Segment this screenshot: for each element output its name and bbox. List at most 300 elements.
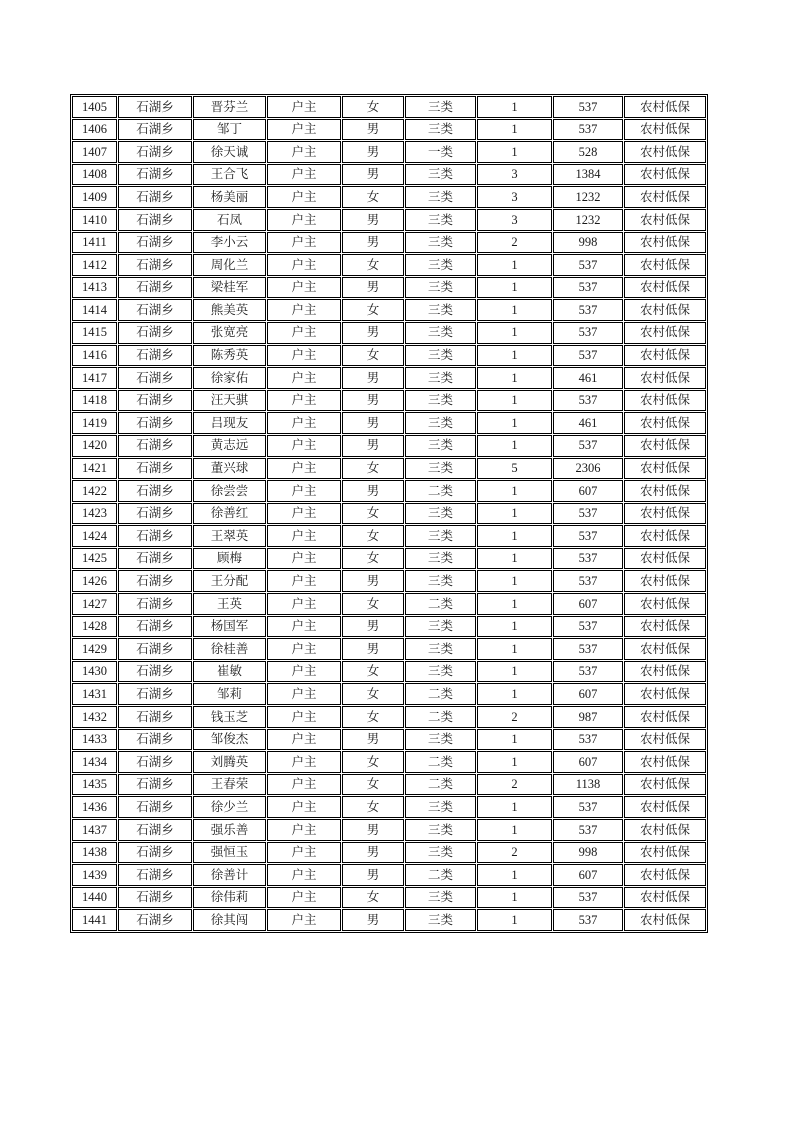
cell-name: 徐桂善 bbox=[193, 638, 266, 660]
cell-gender: 男 bbox=[342, 616, 404, 638]
cell-gender: 女 bbox=[342, 887, 404, 909]
cell-gender: 女 bbox=[342, 186, 404, 208]
cell-category: 三类 bbox=[405, 299, 476, 321]
table-row bbox=[72, 796, 706, 818]
cell-category: 三类 bbox=[405, 277, 476, 299]
table-row bbox=[72, 751, 706, 773]
cell-person-count: 1 bbox=[477, 277, 552, 299]
cell-relation-to-head: 户主 bbox=[267, 435, 341, 457]
cell-serial-number: 1408 bbox=[72, 164, 117, 186]
cell-amount: 1232 bbox=[553, 186, 623, 208]
cell-township: 石湖乡 bbox=[118, 570, 192, 592]
cell-name: 邹莉 bbox=[193, 683, 266, 705]
cell-gender: 男 bbox=[342, 819, 404, 841]
cell-relation-to-head: 户主 bbox=[267, 412, 341, 434]
cell-name: 邹丁 bbox=[193, 119, 266, 141]
cell-relation-to-head: 户主 bbox=[267, 887, 341, 909]
cell-name: 陈秀英 bbox=[193, 345, 266, 367]
cell-serial-number: 1435 bbox=[72, 774, 117, 796]
cell-gender: 女 bbox=[342, 345, 404, 367]
cell-serial-number: 1429 bbox=[72, 638, 117, 660]
cell-amount: 1138 bbox=[553, 774, 623, 796]
cell-relation-to-head: 户主 bbox=[267, 819, 341, 841]
cell-serial-number: 1422 bbox=[72, 480, 117, 502]
cell-amount: 537 bbox=[553, 570, 623, 592]
cell-relation-to-head: 户主 bbox=[267, 570, 341, 592]
table-row bbox=[72, 548, 706, 570]
cell-serial-number: 1423 bbox=[72, 503, 117, 525]
table-row bbox=[72, 345, 706, 367]
cell-township: 石湖乡 bbox=[118, 119, 192, 141]
cell-assistance-type: 农村低保 bbox=[624, 503, 706, 525]
cell-name: 杨美丽 bbox=[193, 186, 266, 208]
cell-relation-to-head: 户主 bbox=[267, 842, 341, 864]
cell-township: 石湖乡 bbox=[118, 458, 192, 480]
table-row bbox=[72, 842, 706, 864]
cell-assistance-type: 农村低保 bbox=[624, 683, 706, 705]
cell-name: 晋芬兰 bbox=[193, 96, 266, 118]
cell-assistance-type: 农村低保 bbox=[624, 299, 706, 321]
cell-gender: 男 bbox=[342, 277, 404, 299]
cell-person-count: 1 bbox=[477, 683, 552, 705]
cell-gender: 女 bbox=[342, 661, 404, 683]
cell-township: 石湖乡 bbox=[118, 503, 192, 525]
cell-gender: 男 bbox=[342, 119, 404, 141]
table-row bbox=[72, 322, 706, 344]
cell-assistance-type: 农村低保 bbox=[624, 525, 706, 547]
cell-person-count: 1 bbox=[477, 661, 552, 683]
cell-relation-to-head: 户主 bbox=[267, 751, 341, 773]
table-row bbox=[72, 96, 706, 118]
cell-amount: 537 bbox=[553, 638, 623, 660]
cell-gender: 男 bbox=[342, 367, 404, 389]
cell-township: 石湖乡 bbox=[118, 729, 192, 751]
cell-name: 杨国军 bbox=[193, 616, 266, 638]
cell-amount: 607 bbox=[553, 593, 623, 615]
cell-gender: 女 bbox=[342, 751, 404, 773]
cell-category: 三类 bbox=[405, 96, 476, 118]
cell-category: 三类 bbox=[405, 322, 476, 344]
cell-name: 石凤 bbox=[193, 209, 266, 231]
cell-name: 徐善计 bbox=[193, 864, 266, 886]
cell-serial-number: 1432 bbox=[72, 706, 117, 728]
cell-serial-number: 1406 bbox=[72, 119, 117, 141]
table-row bbox=[72, 367, 706, 389]
cell-serial-number: 1439 bbox=[72, 864, 117, 886]
cell-category: 三类 bbox=[405, 796, 476, 818]
cell-township: 石湖乡 bbox=[118, 593, 192, 615]
cell-assistance-type: 农村低保 bbox=[624, 616, 706, 638]
cell-relation-to-head: 户主 bbox=[267, 548, 341, 570]
cell-relation-to-head: 户主 bbox=[267, 796, 341, 818]
cell-amount: 1232 bbox=[553, 209, 623, 231]
cell-name: 徐家佑 bbox=[193, 367, 266, 389]
cell-name: 汪天骐 bbox=[193, 390, 266, 412]
cell-gender: 女 bbox=[342, 254, 404, 276]
cell-amount: 2306 bbox=[553, 458, 623, 480]
cell-person-count: 1 bbox=[477, 503, 552, 525]
cell-category: 三类 bbox=[405, 661, 476, 683]
cell-serial-number: 1415 bbox=[72, 322, 117, 344]
cell-serial-number: 1419 bbox=[72, 412, 117, 434]
cell-category: 三类 bbox=[405, 209, 476, 231]
cell-amount: 537 bbox=[553, 729, 623, 751]
table-body bbox=[72, 96, 706, 931]
cell-name: 强恒玉 bbox=[193, 842, 266, 864]
cell-relation-to-head: 户主 bbox=[267, 322, 341, 344]
cell-category: 三类 bbox=[405, 345, 476, 367]
cell-category: 三类 bbox=[405, 887, 476, 909]
cell-township: 石湖乡 bbox=[118, 96, 192, 118]
cell-person-count: 1 bbox=[477, 141, 552, 163]
cell-assistance-type: 农村低保 bbox=[624, 729, 706, 751]
table-row bbox=[72, 435, 706, 457]
cell-person-count: 3 bbox=[477, 209, 552, 231]
cell-name: 徐天诚 bbox=[193, 141, 266, 163]
cell-township: 石湖乡 bbox=[118, 299, 192, 321]
table-row bbox=[72, 774, 706, 796]
cell-amount: 537 bbox=[553, 819, 623, 841]
cell-assistance-type: 农村低保 bbox=[624, 186, 706, 208]
cell-relation-to-head: 户主 bbox=[267, 390, 341, 412]
cell-person-count: 1 bbox=[477, 887, 552, 909]
cell-assistance-type: 农村低保 bbox=[624, 96, 706, 118]
cell-name: 钱玉芝 bbox=[193, 706, 266, 728]
cell-township: 石湖乡 bbox=[118, 706, 192, 728]
cell-amount: 537 bbox=[553, 616, 623, 638]
cell-amount: 537 bbox=[553, 909, 623, 931]
cell-amount: 528 bbox=[553, 141, 623, 163]
cell-relation-to-head: 户主 bbox=[267, 141, 341, 163]
cell-person-count: 1 bbox=[477, 548, 552, 570]
cell-serial-number: 1409 bbox=[72, 186, 117, 208]
cell-gender: 男 bbox=[342, 570, 404, 592]
cell-township: 石湖乡 bbox=[118, 796, 192, 818]
cell-township: 石湖乡 bbox=[118, 367, 192, 389]
cell-amount: 537 bbox=[553, 796, 623, 818]
cell-person-count: 2 bbox=[477, 842, 552, 864]
table-row bbox=[72, 141, 706, 163]
table-row bbox=[72, 277, 706, 299]
cell-relation-to-head: 户主 bbox=[267, 254, 341, 276]
cell-name: 黄志远 bbox=[193, 435, 266, 457]
cell-assistance-type: 农村低保 bbox=[624, 864, 706, 886]
cell-assistance-type: 农村低保 bbox=[624, 751, 706, 773]
cell-amount: 537 bbox=[553, 548, 623, 570]
cell-name: 徐少兰 bbox=[193, 796, 266, 818]
cell-assistance-type: 农村低保 bbox=[624, 164, 706, 186]
cell-serial-number: 1441 bbox=[72, 909, 117, 931]
cell-gender: 男 bbox=[342, 909, 404, 931]
cell-name: 徐其闯 bbox=[193, 909, 266, 931]
cell-assistance-type: 农村低保 bbox=[624, 593, 706, 615]
cell-name: 崔敏 bbox=[193, 661, 266, 683]
cell-serial-number: 1440 bbox=[72, 887, 117, 909]
cell-name: 王翠英 bbox=[193, 525, 266, 547]
cell-assistance-type: 农村低保 bbox=[624, 909, 706, 931]
cell-relation-to-head: 户主 bbox=[267, 345, 341, 367]
cell-relation-to-head: 户主 bbox=[267, 232, 341, 254]
table-row bbox=[72, 503, 706, 525]
cell-relation-to-head: 户主 bbox=[267, 774, 341, 796]
cell-amount: 537 bbox=[553, 277, 623, 299]
cell-name: 王分配 bbox=[193, 570, 266, 592]
cell-serial-number: 1417 bbox=[72, 367, 117, 389]
cell-assistance-type: 农村低保 bbox=[624, 548, 706, 570]
data-table bbox=[70, 94, 708, 933]
cell-township: 石湖乡 bbox=[118, 164, 192, 186]
table-row bbox=[72, 638, 706, 660]
cell-amount: 998 bbox=[553, 842, 623, 864]
cell-category: 三类 bbox=[405, 254, 476, 276]
cell-amount: 537 bbox=[553, 887, 623, 909]
cell-category: 三类 bbox=[405, 390, 476, 412]
cell-amount: 537 bbox=[553, 322, 623, 344]
cell-category: 三类 bbox=[405, 367, 476, 389]
cell-relation-to-head: 户主 bbox=[267, 661, 341, 683]
cell-amount: 1384 bbox=[553, 164, 623, 186]
cell-category: 三类 bbox=[405, 909, 476, 931]
cell-gender: 女 bbox=[342, 503, 404, 525]
cell-township: 石湖乡 bbox=[118, 141, 192, 163]
cell-township: 石湖乡 bbox=[118, 616, 192, 638]
cell-person-count: 2 bbox=[477, 774, 552, 796]
table-row bbox=[72, 706, 706, 728]
cell-gender: 女 bbox=[342, 683, 404, 705]
cell-relation-to-head: 户主 bbox=[267, 119, 341, 141]
cell-name: 周化兰 bbox=[193, 254, 266, 276]
cell-name: 李小云 bbox=[193, 232, 266, 254]
cell-township: 石湖乡 bbox=[118, 277, 192, 299]
table-row bbox=[72, 209, 706, 231]
cell-gender: 女 bbox=[342, 525, 404, 547]
cell-township: 石湖乡 bbox=[118, 661, 192, 683]
cell-person-count: 5 bbox=[477, 458, 552, 480]
cell-township: 石湖乡 bbox=[118, 435, 192, 457]
cell-category: 三类 bbox=[405, 412, 476, 434]
cell-name: 徐伟莉 bbox=[193, 887, 266, 909]
cell-assistance-type: 农村低保 bbox=[624, 254, 706, 276]
cell-gender: 男 bbox=[342, 390, 404, 412]
cell-township: 石湖乡 bbox=[118, 390, 192, 412]
cell-relation-to-head: 户主 bbox=[267, 277, 341, 299]
cell-person-count: 1 bbox=[477, 367, 552, 389]
cell-gender: 女 bbox=[342, 774, 404, 796]
cell-gender: 女 bbox=[342, 706, 404, 728]
cell-gender: 女 bbox=[342, 96, 404, 118]
cell-amount: 537 bbox=[553, 96, 623, 118]
cell-relation-to-head: 户主 bbox=[267, 864, 341, 886]
cell-gender: 男 bbox=[342, 141, 404, 163]
cell-person-count: 1 bbox=[477, 525, 552, 547]
table-row bbox=[72, 819, 706, 841]
cell-township: 石湖乡 bbox=[118, 887, 192, 909]
table-row bbox=[72, 299, 706, 321]
cell-name: 王合飞 bbox=[193, 164, 266, 186]
cell-person-count: 1 bbox=[477, 819, 552, 841]
cell-serial-number: 1410 bbox=[72, 209, 117, 231]
cell-person-count: 1 bbox=[477, 909, 552, 931]
cell-amount: 607 bbox=[553, 864, 623, 886]
cell-relation-to-head: 户主 bbox=[267, 480, 341, 502]
cell-serial-number: 1418 bbox=[72, 390, 117, 412]
cell-serial-number: 1411 bbox=[72, 232, 117, 254]
cell-assistance-type: 农村低保 bbox=[624, 412, 706, 434]
cell-relation-to-head: 户主 bbox=[267, 729, 341, 751]
cell-assistance-type: 农村低保 bbox=[624, 390, 706, 412]
cell-relation-to-head: 户主 bbox=[267, 593, 341, 615]
cell-gender: 男 bbox=[342, 864, 404, 886]
cell-serial-number: 1421 bbox=[72, 458, 117, 480]
cell-gender: 男 bbox=[342, 435, 404, 457]
table-row bbox=[72, 390, 706, 412]
cell-relation-to-head: 户主 bbox=[267, 96, 341, 118]
cell-gender: 女 bbox=[342, 548, 404, 570]
table-row bbox=[72, 864, 706, 886]
cell-serial-number: 1413 bbox=[72, 277, 117, 299]
cell-serial-number: 1427 bbox=[72, 593, 117, 615]
cell-name: 刘腾英 bbox=[193, 751, 266, 773]
cell-gender: 女 bbox=[342, 796, 404, 818]
cell-assistance-type: 农村低保 bbox=[624, 277, 706, 299]
cell-name: 张宽亮 bbox=[193, 322, 266, 344]
cell-assistance-type: 农村低保 bbox=[624, 480, 706, 502]
cell-person-count: 1 bbox=[477, 254, 552, 276]
cell-category: 三类 bbox=[405, 548, 476, 570]
cell-amount: 607 bbox=[553, 751, 623, 773]
cell-assistance-type: 农村低保 bbox=[624, 232, 706, 254]
cell-amount: 461 bbox=[553, 367, 623, 389]
cell-category: 三类 bbox=[405, 616, 476, 638]
cell-amount: 537 bbox=[553, 503, 623, 525]
table-row bbox=[72, 412, 706, 434]
cell-name: 熊美英 bbox=[193, 299, 266, 321]
cell-person-count: 1 bbox=[477, 480, 552, 502]
cell-name: 顾梅 bbox=[193, 548, 266, 570]
cell-assistance-type: 农村低保 bbox=[624, 819, 706, 841]
cell-category: 三类 bbox=[405, 729, 476, 751]
cell-assistance-type: 农村低保 bbox=[624, 209, 706, 231]
cell-relation-to-head: 户主 bbox=[267, 164, 341, 186]
cell-person-count: 1 bbox=[477, 729, 552, 751]
cell-person-count: 2 bbox=[477, 232, 552, 254]
cell-township: 石湖乡 bbox=[118, 186, 192, 208]
cell-amount: 607 bbox=[553, 480, 623, 502]
table-row bbox=[72, 186, 706, 208]
cell-relation-to-head: 户主 bbox=[267, 706, 341, 728]
cell-name: 梁桂军 bbox=[193, 277, 266, 299]
cell-amount: 537 bbox=[553, 345, 623, 367]
cell-township: 石湖乡 bbox=[118, 480, 192, 502]
cell-serial-number: 1433 bbox=[72, 729, 117, 751]
cell-amount: 537 bbox=[553, 390, 623, 412]
cell-township: 石湖乡 bbox=[118, 322, 192, 344]
cell-category: 二类 bbox=[405, 706, 476, 728]
table-row bbox=[72, 119, 706, 141]
cell-name: 吕现友 bbox=[193, 412, 266, 434]
cell-person-count: 3 bbox=[477, 164, 552, 186]
cell-person-count: 1 bbox=[477, 412, 552, 434]
cell-township: 石湖乡 bbox=[118, 345, 192, 367]
cell-gender: 男 bbox=[342, 638, 404, 660]
cell-person-count: 1 bbox=[477, 322, 552, 344]
cell-person-count: 2 bbox=[477, 706, 552, 728]
cell-person-count: 3 bbox=[477, 186, 552, 208]
cell-category: 二类 bbox=[405, 683, 476, 705]
cell-amount: 537 bbox=[553, 525, 623, 547]
cell-relation-to-head: 户主 bbox=[267, 683, 341, 705]
table-row bbox=[72, 525, 706, 547]
cell-assistance-type: 农村低保 bbox=[624, 661, 706, 683]
cell-category: 二类 bbox=[405, 751, 476, 773]
cell-serial-number: 1438 bbox=[72, 842, 117, 864]
cell-township: 石湖乡 bbox=[118, 864, 192, 886]
cell-assistance-type: 农村低保 bbox=[624, 887, 706, 909]
cell-serial-number: 1420 bbox=[72, 435, 117, 457]
table-row bbox=[72, 458, 706, 480]
cell-relation-to-head: 户主 bbox=[267, 525, 341, 547]
cell-relation-to-head: 户主 bbox=[267, 209, 341, 231]
cell-name: 强乐善 bbox=[193, 819, 266, 841]
cell-name: 徐尝尝 bbox=[193, 480, 266, 502]
cell-category: 二类 bbox=[405, 480, 476, 502]
cell-serial-number: 1405 bbox=[72, 96, 117, 118]
cell-category: 三类 bbox=[405, 435, 476, 457]
cell-relation-to-head: 户主 bbox=[267, 503, 341, 525]
table-row bbox=[72, 480, 706, 502]
cell-township: 石湖乡 bbox=[118, 412, 192, 434]
cell-township: 石湖乡 bbox=[118, 254, 192, 276]
cell-township: 石湖乡 bbox=[118, 548, 192, 570]
cell-amount: 537 bbox=[553, 254, 623, 276]
cell-serial-number: 1434 bbox=[72, 751, 117, 773]
cell-serial-number: 1414 bbox=[72, 299, 117, 321]
cell-person-count: 1 bbox=[477, 864, 552, 886]
cell-name: 徐善红 bbox=[193, 503, 266, 525]
cell-gender: 男 bbox=[342, 412, 404, 434]
cell-gender: 男 bbox=[342, 842, 404, 864]
cell-category: 三类 bbox=[405, 570, 476, 592]
cell-gender: 女 bbox=[342, 593, 404, 615]
cell-category: 三类 bbox=[405, 186, 476, 208]
cell-serial-number: 1430 bbox=[72, 661, 117, 683]
cell-assistance-type: 农村低保 bbox=[624, 706, 706, 728]
table-row bbox=[72, 232, 706, 254]
table-row bbox=[72, 616, 706, 638]
cell-gender: 男 bbox=[342, 232, 404, 254]
table-row bbox=[72, 729, 706, 751]
cell-amount: 461 bbox=[553, 412, 623, 434]
cell-township: 石湖乡 bbox=[118, 909, 192, 931]
cell-assistance-type: 农村低保 bbox=[624, 842, 706, 864]
cell-person-count: 1 bbox=[477, 119, 552, 141]
cell-assistance-type: 农村低保 bbox=[624, 141, 706, 163]
cell-township: 石湖乡 bbox=[118, 774, 192, 796]
cell-relation-to-head: 户主 bbox=[267, 299, 341, 321]
table-row bbox=[72, 683, 706, 705]
table-row bbox=[72, 570, 706, 592]
cell-township: 石湖乡 bbox=[118, 209, 192, 231]
cell-serial-number: 1424 bbox=[72, 525, 117, 547]
cell-person-count: 1 bbox=[477, 638, 552, 660]
cell-category: 三类 bbox=[405, 232, 476, 254]
cell-person-count: 1 bbox=[477, 593, 552, 615]
cell-relation-to-head: 户主 bbox=[267, 638, 341, 660]
cell-person-count: 1 bbox=[477, 796, 552, 818]
cell-person-count: 1 bbox=[477, 96, 552, 118]
cell-person-count: 1 bbox=[477, 299, 552, 321]
cell-township: 石湖乡 bbox=[118, 842, 192, 864]
